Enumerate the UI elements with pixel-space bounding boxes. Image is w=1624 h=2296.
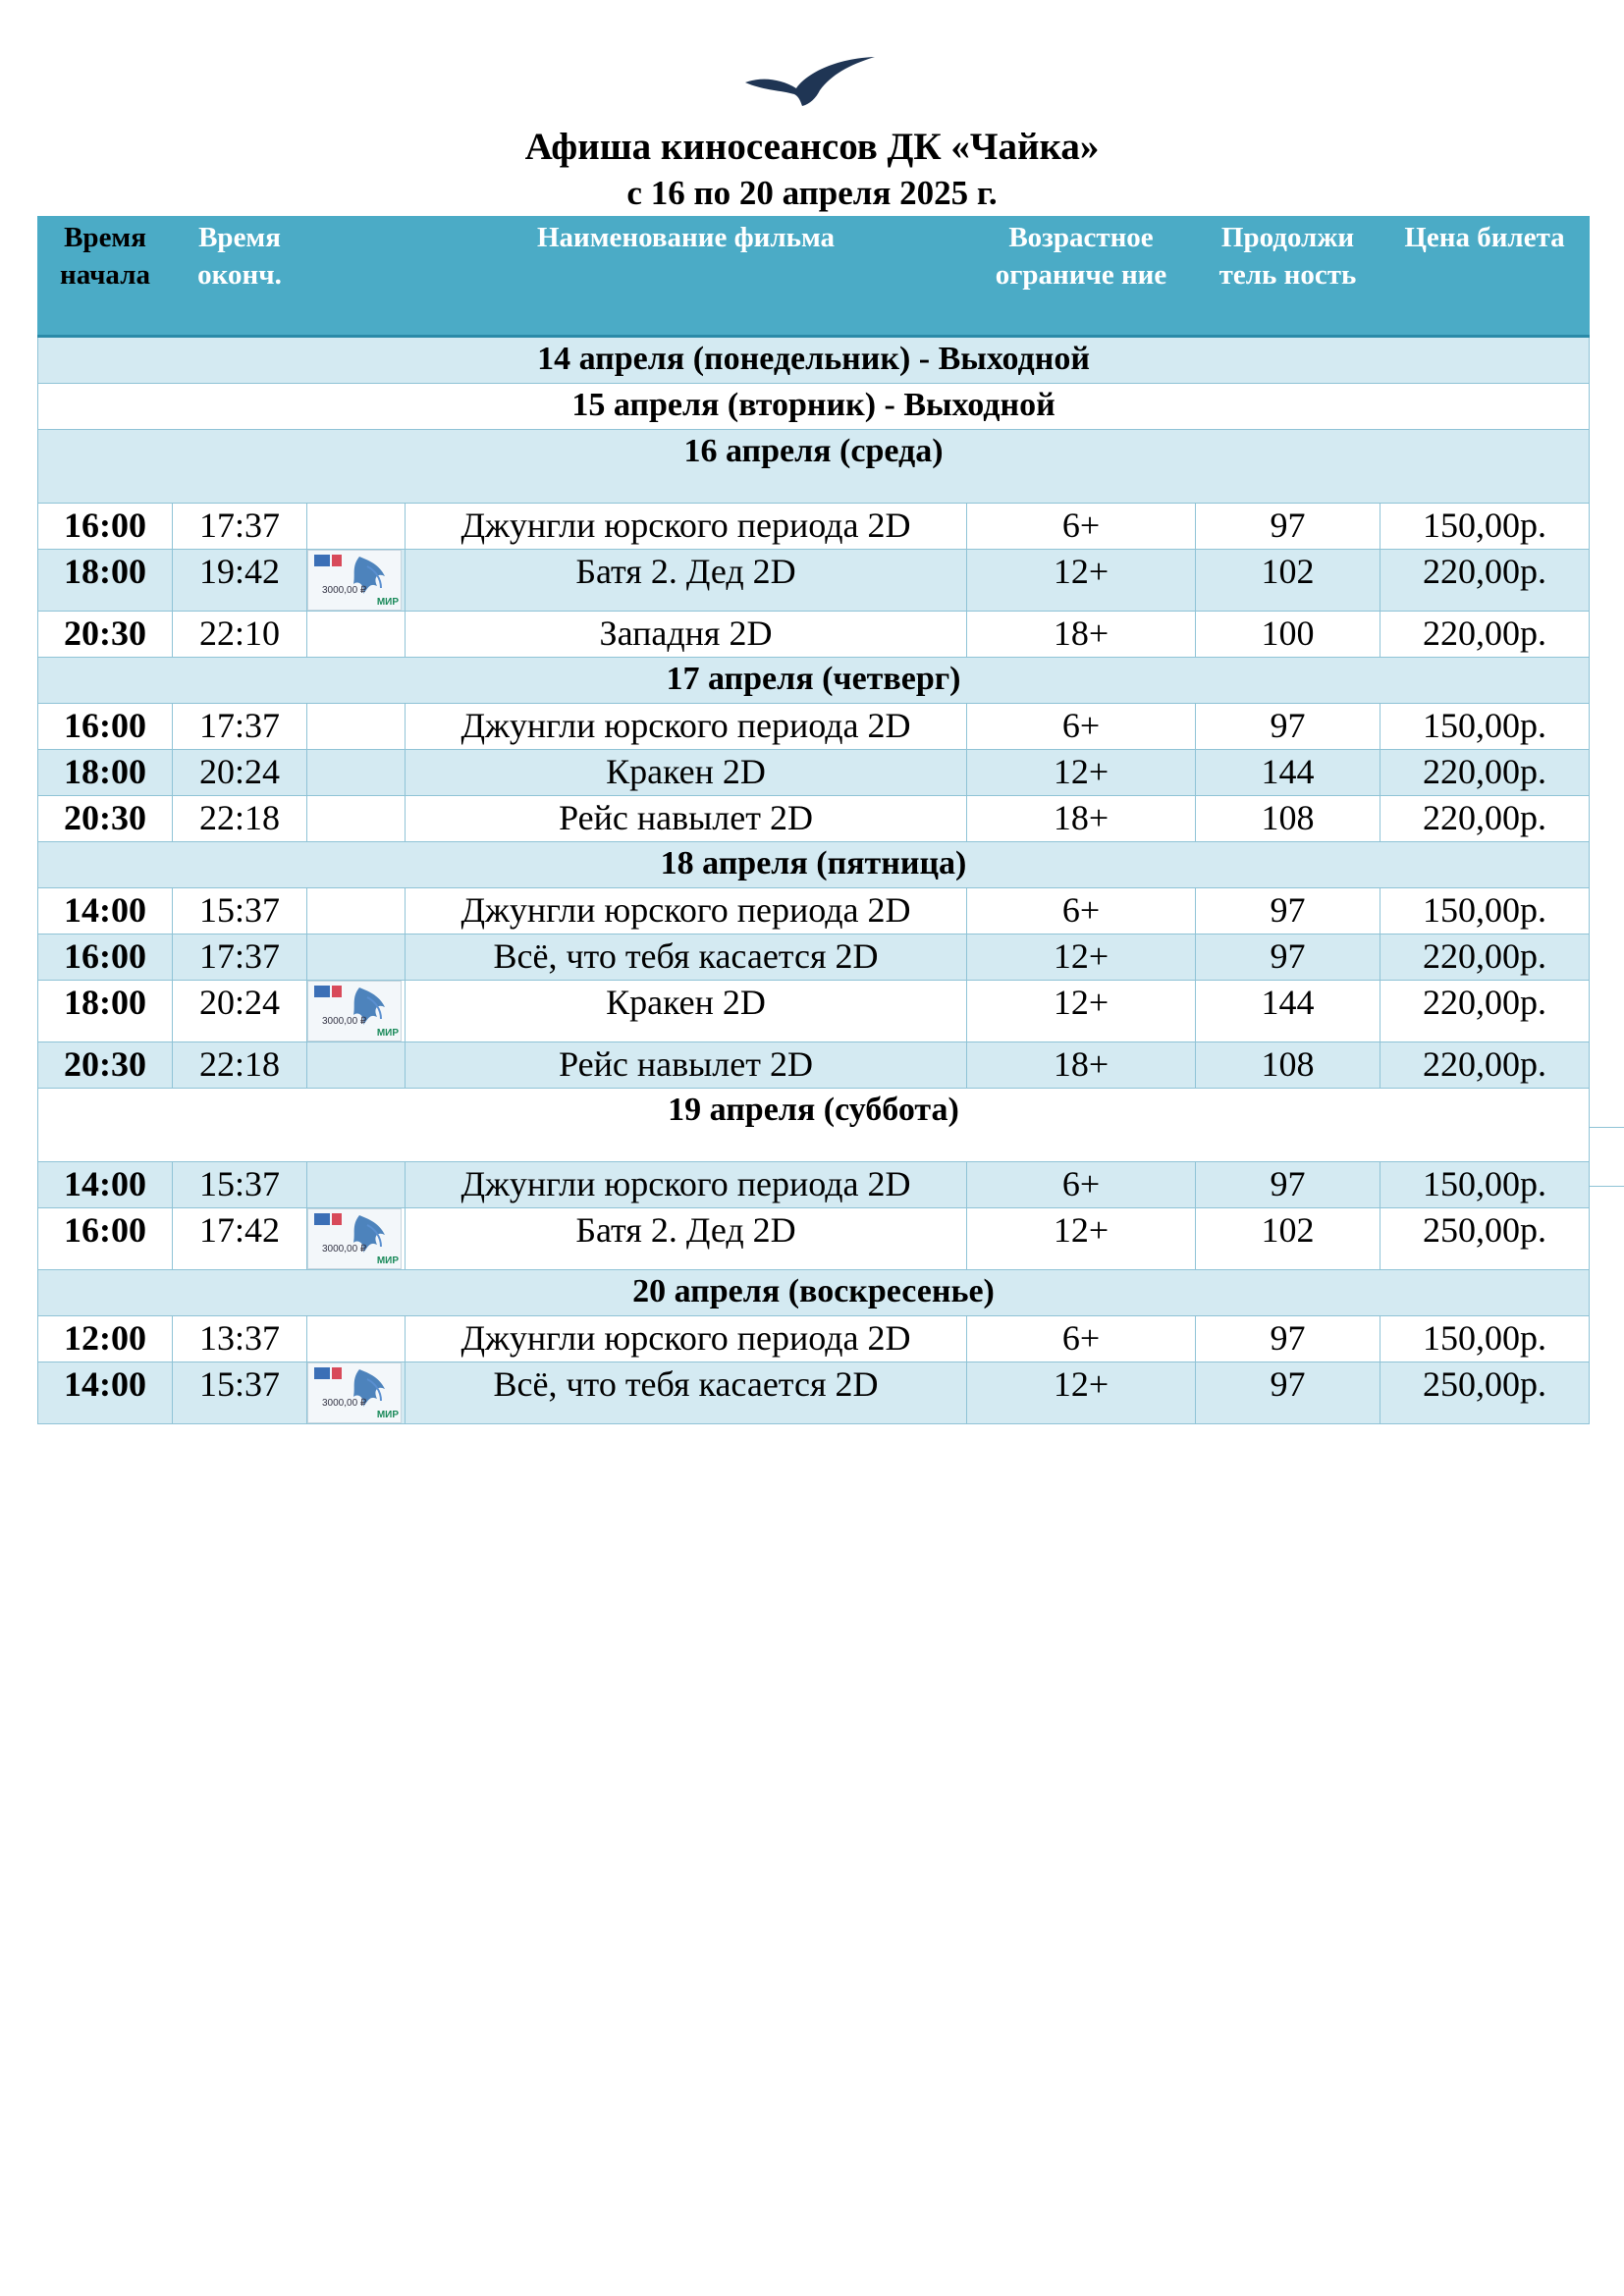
schedule-table — [37, 216, 1590, 1424]
duration: 97 — [1196, 1316, 1380, 1362]
ticket-price: 150,00р. — [1380, 1162, 1590, 1208]
age-rating: 12+ — [967, 1208, 1196, 1270]
film-title: Джунгли юрского периода 2D — [406, 888, 967, 934]
day-header-row — [38, 337, 1590, 384]
start-time: 16:00 — [38, 504, 173, 550]
duration: 102 — [1196, 1208, 1380, 1270]
film-title: Джунгли юрского периода 2D — [406, 1316, 967, 1362]
end-time: 22:18 — [173, 796, 307, 842]
day-header-row — [38, 430, 1590, 504]
end-time: 15:37 — [173, 888, 307, 934]
ticket-cell — [307, 934, 406, 981]
duration: 144 — [1196, 981, 1380, 1042]
session-row — [38, 504, 1590, 550]
age-rating: 12+ — [967, 981, 1196, 1042]
session-row — [38, 934, 1590, 981]
film-title: Батя 2. Дед 2D — [406, 1208, 967, 1270]
film-title: Кракен 2D — [406, 981, 967, 1042]
age-rating: 12+ — [967, 550, 1196, 612]
day-label: 16 апреля (среда) — [38, 430, 1590, 504]
film-title: Всё, что тебя касается 2D — [406, 1362, 967, 1424]
age-rating: 6+ — [967, 504, 1196, 550]
ticket-price: 220,00р. — [1380, 550, 1590, 612]
start-time: 18:00 — [38, 750, 173, 796]
start-time: 20:30 — [38, 612, 173, 658]
ticket-price: 150,00р. — [1380, 888, 1590, 934]
gift-card-amount: 3000,00 ₽ — [322, 585, 367, 596]
ticket-price: 150,00р. — [1380, 504, 1590, 550]
ticket-cell — [307, 612, 406, 658]
gift-card-image — [307, 1362, 402, 1423]
column-header-age: Возрастное ограниче ние — [967, 217, 1196, 337]
ticket-cell — [307, 1042, 406, 1089]
gift-card-brand: МИР — [376, 1410, 399, 1420]
duration: 97 — [1196, 1162, 1380, 1208]
gift-card-amount: 3000,00 ₽ — [322, 1016, 367, 1027]
session-row — [38, 796, 1590, 842]
session-row — [38, 1316, 1590, 1362]
end-time: 13:37 — [173, 1316, 307, 1362]
gift-card-amount: 3000,00 ₽ — [322, 1244, 367, 1255]
start-time: 16:00 — [38, 934, 173, 981]
duration: 97 — [1196, 934, 1380, 981]
table-divider — [1589, 1127, 1624, 1128]
session-row — [38, 1208, 1590, 1270]
duration: 102 — [1196, 550, 1380, 612]
column-header-start: Время начала — [38, 217, 173, 337]
column-header-image — [307, 217, 406, 337]
film-title: Джунгли юрского периода 2D — [406, 1162, 967, 1208]
start-time: 20:30 — [38, 1042, 173, 1089]
column-header-price: Цена билета — [1380, 217, 1590, 337]
table-header-row — [38, 217, 1590, 337]
session-row — [38, 704, 1590, 750]
seagull-icon — [741, 51, 879, 108]
end-time: 17:42 — [173, 1208, 307, 1270]
duration: 144 — [1196, 750, 1380, 796]
day-header-row — [38, 384, 1590, 430]
start-time: 14:00 — [38, 1162, 173, 1208]
ticket-price: 150,00р. — [1380, 1316, 1590, 1362]
schedule-body — [38, 337, 1590, 1424]
age-rating: 12+ — [967, 750, 1196, 796]
start-time: 20:30 — [38, 796, 173, 842]
film-title: Всё, что тебя касается 2D — [406, 934, 967, 981]
film-title: Джунгли юрского периода 2D — [406, 504, 967, 550]
ticket-price: 220,00р. — [1380, 612, 1590, 658]
session-row — [38, 888, 1590, 934]
ticket-price: 250,00р. — [1380, 1208, 1590, 1270]
ticket-cell — [307, 1362, 406, 1424]
day-header-row — [38, 842, 1590, 888]
duration: 97 — [1196, 888, 1380, 934]
film-title: Батя 2. Дед 2D — [406, 550, 967, 612]
film-title: Кракен 2D — [406, 750, 967, 796]
session-row — [38, 1362, 1590, 1424]
film-title: Западня 2D — [406, 612, 967, 658]
ticket-cell — [307, 1208, 406, 1270]
age-rating: 6+ — [967, 1162, 1196, 1208]
session-row — [38, 981, 1590, 1042]
day-label: 19 апреля (суббота) — [38, 1089, 1590, 1162]
start-time: 16:00 — [38, 1208, 173, 1270]
page-title: Афиша киносеансов ДК «Чайка» — [524, 126, 1100, 168]
ticket-price: 220,00р. — [1380, 796, 1590, 842]
ticket-price: 250,00р. — [1380, 1362, 1590, 1424]
ticket-cell — [307, 704, 406, 750]
end-time: 15:37 — [173, 1162, 307, 1208]
start-time: 12:00 — [38, 1316, 173, 1362]
start-time: 14:00 — [38, 1362, 173, 1424]
end-time: 17:37 — [173, 504, 307, 550]
end-time: 17:37 — [173, 704, 307, 750]
ticket-price: 220,00р. — [1380, 934, 1590, 981]
column-header-duration: Продолжи тель ность — [1196, 217, 1380, 337]
end-time: 19:42 — [173, 550, 307, 612]
session-row — [38, 1162, 1590, 1208]
duration: 97 — [1196, 704, 1380, 750]
page-subtitle: с 16 по 20 апреля 2025 г. — [626, 174, 998, 212]
ticket-cell — [307, 981, 406, 1042]
duration: 100 — [1196, 612, 1380, 658]
column-header-title: Наименование фильма — [406, 217, 967, 337]
ticket-price: 220,00р. — [1380, 750, 1590, 796]
end-time: 15:37 — [173, 1362, 307, 1424]
duration: 108 — [1196, 1042, 1380, 1089]
day-header-row — [38, 658, 1590, 704]
gift-card-image — [307, 981, 402, 1041]
gift-card-brand: МИР — [376, 597, 399, 608]
ticket-cell — [307, 796, 406, 842]
age-rating: 6+ — [967, 704, 1196, 750]
column-header-end: Время оконч. — [173, 217, 307, 337]
age-rating: 12+ — [967, 934, 1196, 981]
start-time: 16:00 — [38, 704, 173, 750]
ticket-price: 220,00р. — [1380, 981, 1590, 1042]
age-rating: 18+ — [967, 796, 1196, 842]
table-divider — [1589, 1186, 1624, 1187]
ticket-cell — [307, 550, 406, 612]
ticket-price: 220,00р. — [1380, 1042, 1590, 1089]
ticket-cell — [307, 504, 406, 550]
day-label: 18 апреля (пятница) — [38, 842, 1590, 888]
end-time: 20:24 — [173, 750, 307, 796]
end-time: 20:24 — [173, 981, 307, 1042]
end-time: 22:18 — [173, 1042, 307, 1089]
session-row — [38, 550, 1590, 612]
end-time: 22:10 — [173, 612, 307, 658]
ticket-cell — [307, 1162, 406, 1208]
gift-card-brand: МИР — [376, 1255, 399, 1266]
gift-card-image — [307, 1208, 402, 1269]
ticket-cell — [307, 1316, 406, 1362]
duration: 97 — [1196, 504, 1380, 550]
age-rating: 12+ — [967, 1362, 1196, 1424]
ticket-cell — [307, 888, 406, 934]
day-label: 20 апреля (воскресенье) — [38, 1270, 1590, 1316]
day-header-row — [38, 1270, 1590, 1316]
start-time: 18:00 — [38, 981, 173, 1042]
ticket-cell — [307, 750, 406, 796]
day-label: 15 апреля (вторник) - Выходной — [38, 384, 1590, 430]
duration: 108 — [1196, 796, 1380, 842]
age-rating: 6+ — [967, 1316, 1196, 1362]
ticket-price: 150,00р. — [1380, 704, 1590, 750]
film-title: Рейс навылет 2D — [406, 796, 967, 842]
day-header-row — [38, 1089, 1590, 1162]
film-title: Джунгли юрского периода 2D — [406, 704, 967, 750]
gift-card-brand: МИР — [376, 1028, 399, 1039]
gift-card-amount: 3000,00 ₽ — [322, 1398, 367, 1409]
start-time: 14:00 — [38, 888, 173, 934]
day-label: 14 апреля (понедельник) - Выходной — [38, 337, 1590, 384]
age-rating: 6+ — [967, 888, 1196, 934]
day-label: 17 апреля (четверг) — [38, 658, 1590, 704]
session-row — [38, 1042, 1590, 1089]
session-row — [38, 612, 1590, 658]
duration: 97 — [1196, 1362, 1380, 1424]
start-time: 18:00 — [38, 550, 173, 612]
gift-card-image — [307, 550, 402, 611]
session-row — [38, 750, 1590, 796]
film-title: Рейс навылет 2D — [406, 1042, 967, 1089]
age-rating: 18+ — [967, 1042, 1196, 1089]
end-time: 17:37 — [173, 934, 307, 981]
age-rating: 18+ — [967, 612, 1196, 658]
